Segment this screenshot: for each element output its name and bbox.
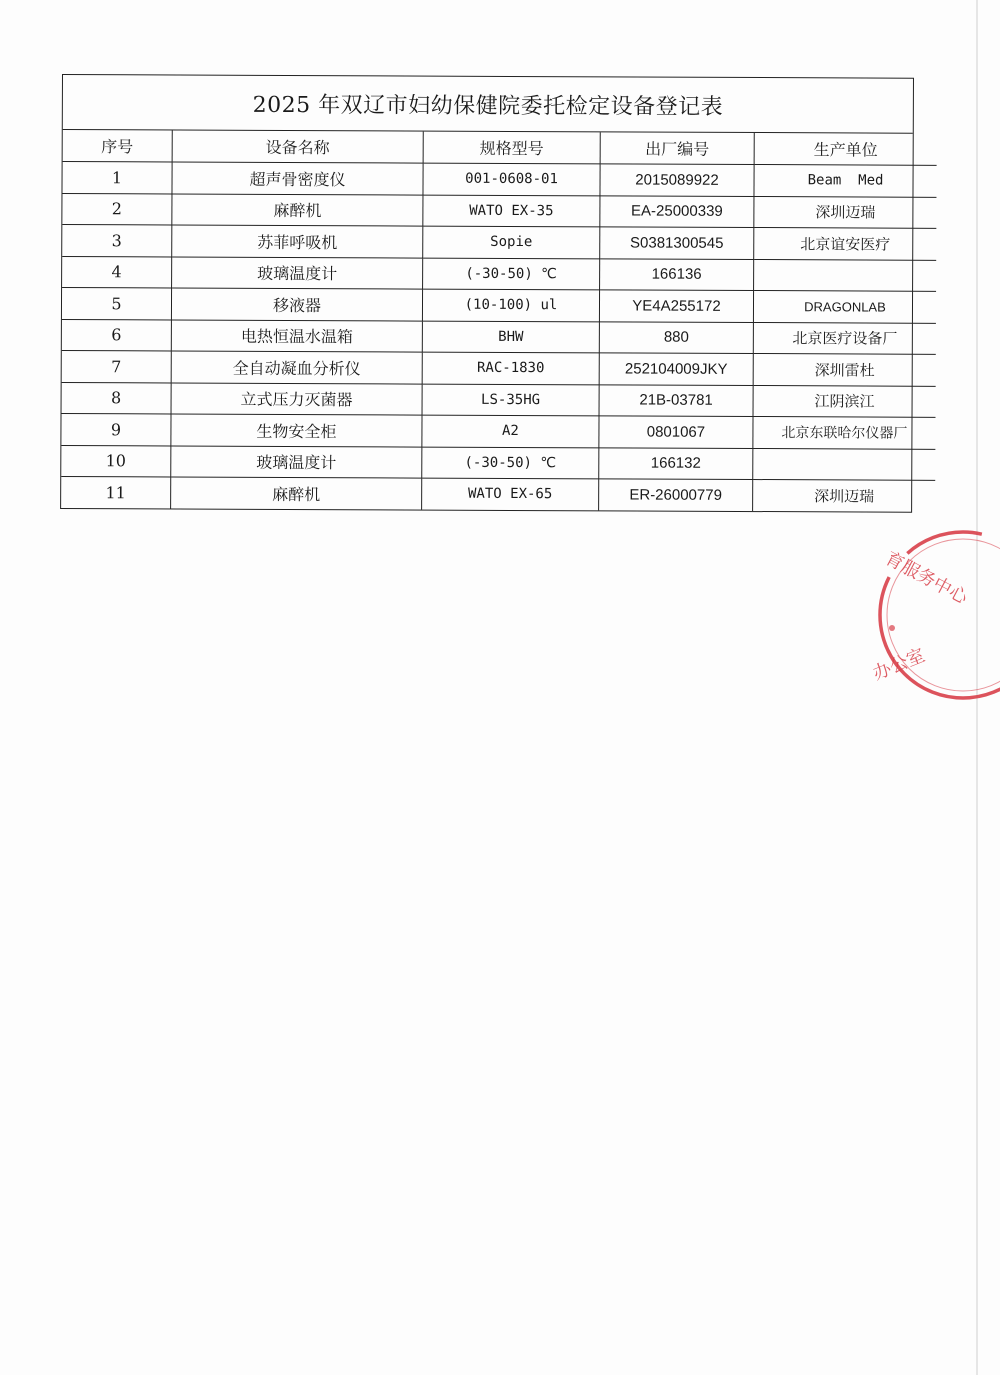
cell-name: 超声骨密度仪 bbox=[172, 162, 423, 195]
cell-no: 11 bbox=[61, 477, 171, 508]
table-row bbox=[62, 319, 936, 354]
cell-no: 4 bbox=[62, 256, 172, 288]
table-row bbox=[62, 288, 936, 323]
document-title: 2025 年双辽市妇幼保健院委托检定设备登记表 bbox=[63, 75, 913, 134]
cell-maker: 北京东联哈尔仪器厂 bbox=[753, 417, 936, 449]
col-header-serial: 出厂编号 bbox=[600, 132, 754, 164]
cell-no: 6 bbox=[62, 319, 172, 351]
cell-serial: S0381300545 bbox=[600, 227, 754, 259]
cell-name: 生物安全柜 bbox=[171, 414, 422, 447]
cell-model: WATO EX-65 bbox=[422, 478, 599, 510]
col-header-model: 规格型号 bbox=[423, 132, 600, 164]
cell-model: LS-35HG bbox=[422, 384, 599, 416]
cell-name: 移液器 bbox=[171, 288, 422, 321]
col-header-maker: 生产单位 bbox=[754, 133, 937, 165]
table-row bbox=[62, 351, 936, 386]
cell-no: 3 bbox=[62, 225, 172, 257]
cell-maker: 北京谊安医疗 bbox=[754, 228, 937, 260]
cell-model: 001-0608-01 bbox=[423, 163, 600, 195]
cell-maker: 深圳迈瑞 bbox=[753, 480, 936, 512]
cell-model: (10-100) ul bbox=[422, 289, 599, 321]
table-header-row bbox=[63, 130, 937, 165]
cell-no: 9 bbox=[61, 414, 171, 446]
table-row bbox=[61, 414, 935, 449]
cell-name: 全自动凝血分析仪 bbox=[171, 351, 422, 384]
cell-serial: 252104009JKY bbox=[599, 353, 753, 385]
col-header-name: 设备名称 bbox=[172, 130, 423, 163]
table-row bbox=[61, 445, 935, 480]
cell-serial: 0801067 bbox=[599, 416, 753, 448]
cell-serial: YE4A255172 bbox=[599, 290, 753, 322]
registry-form bbox=[60, 74, 914, 512]
cell-model: RAC-1830 bbox=[422, 352, 599, 384]
cell-serial: 2015089922 bbox=[600, 164, 754, 196]
cell-no: 5 bbox=[62, 288, 172, 320]
cell-name: 立式压力灭菌器 bbox=[171, 382, 422, 415]
cell-maker bbox=[753, 448, 936, 480]
cell-maker: 江阴滨江 bbox=[753, 385, 936, 417]
cell-name: 苏菲呼吸机 bbox=[172, 225, 423, 258]
cell-model: A2 bbox=[422, 415, 599, 447]
table-row bbox=[61, 477, 935, 512]
cell-serial: ER-26000779 bbox=[599, 479, 753, 511]
cell-name: 玻璃温度计 bbox=[171, 445, 422, 478]
seal-dot bbox=[889, 625, 895, 631]
cell-name: 电热恒温水温箱 bbox=[171, 319, 422, 352]
cell-maker bbox=[754, 259, 937, 291]
seal-text-top: 育服务中心 bbox=[881, 547, 971, 609]
official-seal bbox=[868, 520, 1000, 710]
cell-model: WATO EX-35 bbox=[423, 195, 600, 227]
cell-maker: 北京医疗设备厂 bbox=[753, 322, 936, 354]
col-header-no: 序号 bbox=[63, 130, 173, 162]
seal-text-bottom: 办公室 bbox=[870, 644, 928, 685]
cell-name: 玻璃温度计 bbox=[172, 256, 423, 289]
cell-serial: 166132 bbox=[599, 447, 753, 479]
cell-model: BHW bbox=[422, 321, 599, 353]
cell-serial: 21B-03781 bbox=[599, 384, 753, 416]
equipment-table bbox=[61, 130, 937, 511]
cell-name: 麻醉机 bbox=[171, 477, 422, 509]
cell-no: 8 bbox=[62, 382, 172, 414]
table-row bbox=[62, 193, 936, 228]
table-row bbox=[62, 162, 936, 197]
table-row bbox=[62, 256, 936, 291]
cell-name: 麻醉机 bbox=[172, 193, 423, 226]
cell-maker: DRAGONLAB bbox=[753, 291, 936, 323]
cell-model: Sopie bbox=[423, 226, 600, 258]
cell-no: 10 bbox=[61, 445, 171, 477]
cell-maker: Beam Med bbox=[754, 165, 937, 197]
cell-no: 2 bbox=[62, 193, 172, 225]
cell-no: 7 bbox=[62, 351, 172, 383]
cell-maker: 深圳迈瑞 bbox=[754, 196, 937, 228]
cell-model: (-30-50) ℃ bbox=[423, 258, 600, 290]
cell-maker: 深圳雷杜 bbox=[753, 354, 936, 386]
cell-serial: 166136 bbox=[600, 258, 754, 290]
cell-serial: 880 bbox=[599, 321, 753, 353]
table-row bbox=[62, 225, 936, 260]
cell-model: (-30-50) ℃ bbox=[422, 447, 599, 479]
cell-serial: EA-25000339 bbox=[600, 195, 754, 227]
table-row bbox=[62, 382, 936, 417]
cell-no: 1 bbox=[62, 162, 172, 194]
